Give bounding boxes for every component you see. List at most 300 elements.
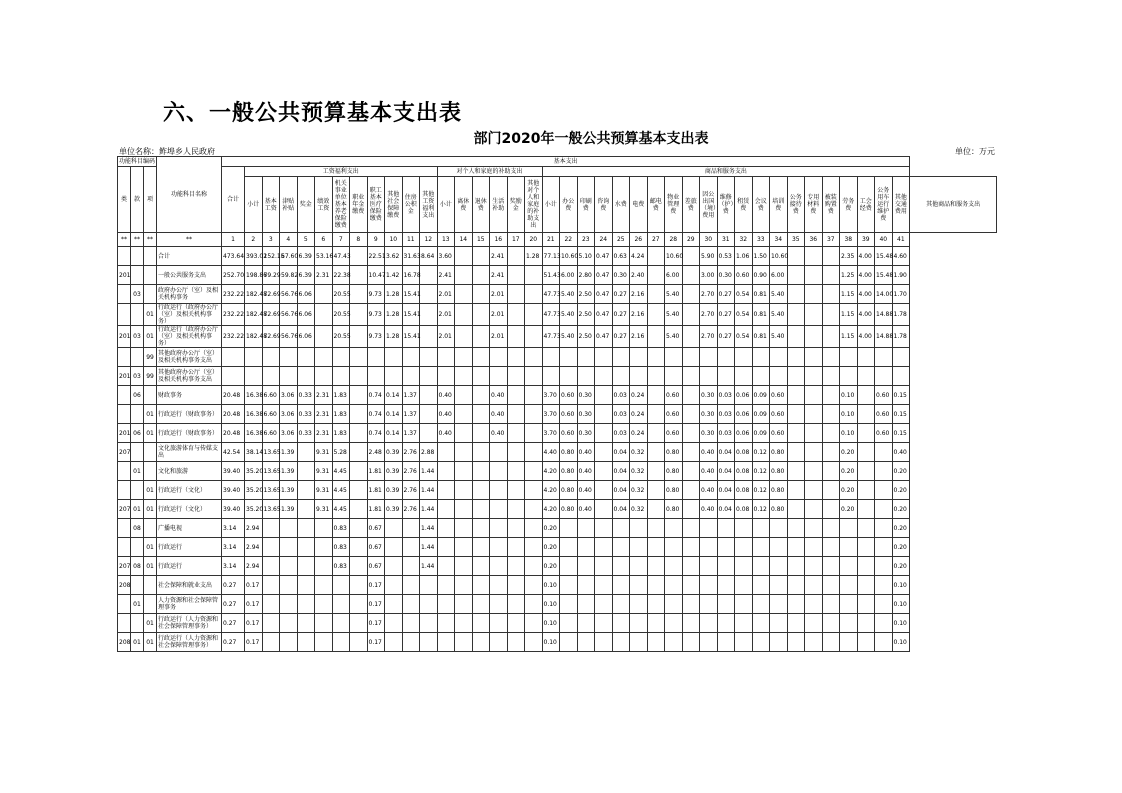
value-cell: 2.01: [437, 304, 455, 326]
value-cell: 0.30: [577, 424, 595, 443]
value-cell: [700, 348, 718, 367]
value-cell: [700, 633, 718, 652]
value-cell: [875, 443, 893, 462]
value-cell: 0.06: [735, 405, 753, 424]
value-cell: [420, 424, 438, 443]
value-cell: 4.00: [857, 266, 875, 285]
value-cell: 1.90: [892, 266, 910, 285]
value-cell: [822, 481, 840, 500]
value-cell: 1.78: [892, 304, 910, 326]
value-cell: [595, 405, 613, 424]
value-cell: [822, 519, 840, 538]
value-cell: [525, 500, 543, 519]
value-cell: 3.14: [222, 557, 245, 576]
value-cell: 0.20: [892, 481, 910, 500]
value-cell: [857, 405, 875, 424]
value-cell: 22.51: [367, 247, 385, 266]
value-cell: [455, 386, 473, 405]
xiang-cell: [144, 443, 157, 462]
value-cell: 5.28: [332, 443, 350, 462]
value-cell: [472, 405, 490, 424]
value-cell: 2.70: [700, 326, 718, 348]
value-cell: [490, 348, 508, 367]
value-cell: 1.42: [385, 266, 403, 285]
value-cell: 0.60: [770, 405, 788, 424]
column-header: 被装购置费: [822, 177, 840, 233]
table-row: [118, 424, 997, 443]
value-cell: [490, 500, 508, 519]
value-cell: 13.65: [262, 443, 280, 462]
value-cell: [857, 557, 875, 576]
value-cell: 1.83: [332, 386, 350, 405]
value-cell: 47.73: [542, 285, 560, 304]
value-cell: [507, 500, 525, 519]
value-cell: [595, 462, 613, 481]
value-cell: [595, 614, 613, 633]
value-cell: [350, 595, 368, 614]
kuan-cell: [131, 348, 144, 367]
value-cell: [490, 557, 508, 576]
value-cell: 0.10: [892, 595, 910, 614]
value-cell: 2.01: [490, 285, 508, 304]
value-cell: 2.31: [315, 424, 333, 443]
value-cell: [787, 462, 805, 481]
value-cell: [647, 247, 665, 266]
value-cell: 0.04: [612, 481, 630, 500]
value-cell: 1.06: [735, 247, 753, 266]
value-cell: [665, 595, 683, 614]
value-cell: [507, 326, 525, 348]
value-cell: 0.67: [367, 519, 385, 538]
value-cell: 10.60: [560, 247, 578, 266]
value-cell: [752, 367, 770, 386]
value-cell: 0.60: [875, 386, 893, 405]
value-cell: [525, 285, 543, 304]
value-cell: [805, 424, 823, 443]
value-cell: [472, 633, 490, 652]
value-cell: 252.70: [222, 266, 245, 285]
value-cell: 0.32: [630, 462, 648, 481]
value-cell: [805, 633, 823, 652]
value-cell: [822, 348, 840, 367]
value-cell: 0.90: [752, 266, 770, 285]
value-cell: [682, 614, 700, 633]
value-cell: 0.12: [752, 481, 770, 500]
value-cell: [805, 614, 823, 633]
value-cell: [682, 557, 700, 576]
value-cell: [507, 386, 525, 405]
value-cell: 0.33: [297, 424, 315, 443]
value-cell: 0.10: [892, 614, 910, 633]
column-number: 10: [385, 233, 403, 247]
value-cell: [787, 538, 805, 557]
value-cell: [385, 633, 403, 652]
value-cell: [332, 576, 350, 595]
value-cell: [647, 614, 665, 633]
subject-name-cell: 行政运行（文化）: [157, 500, 222, 519]
value-cell: 0.20: [840, 481, 858, 500]
value-cell: 14.88: [875, 326, 893, 348]
column-header: 绩效工资: [315, 177, 333, 233]
value-cell: [437, 348, 455, 367]
value-cell: [437, 614, 455, 633]
kuan-cell: [131, 405, 144, 424]
value-cell: 5.40: [770, 326, 788, 348]
value-cell: [595, 595, 613, 614]
value-cell: 79.29: [262, 266, 280, 285]
value-cell: [822, 595, 840, 614]
value-cell: 22.38: [332, 266, 350, 285]
value-cell: 6.06: [297, 326, 315, 348]
value-cell: 15.41: [402, 285, 420, 304]
value-cell: [875, 519, 893, 538]
value-cell: [682, 424, 700, 443]
value-cell: [350, 405, 368, 424]
value-cell: 473.64: [222, 247, 245, 266]
value-cell: 0.63: [612, 247, 630, 266]
value-cell: [787, 576, 805, 595]
column-number: 28: [665, 233, 683, 247]
value-cell: 56.76: [280, 285, 298, 304]
value-cell: [560, 614, 578, 633]
value-cell: [577, 576, 595, 595]
value-cell: 0.04: [717, 481, 735, 500]
value-cell: 0.60: [770, 386, 788, 405]
value-cell: [472, 304, 490, 326]
value-cell: [350, 304, 368, 326]
value-cell: [630, 367, 648, 386]
value-cell: 0.20: [892, 500, 910, 519]
value-cell: [245, 348, 263, 367]
column-number: 36: [805, 233, 823, 247]
value-cell: [735, 576, 753, 595]
value-cell: [455, 595, 473, 614]
value-cell: 0.80: [560, 443, 578, 462]
value-cell: 0.03: [717, 405, 735, 424]
value-cell: [385, 367, 403, 386]
value-cell: 5.40: [560, 285, 578, 304]
value-cell: 0.54: [735, 285, 753, 304]
column-number: 41: [892, 233, 910, 247]
value-cell: [682, 405, 700, 424]
value-cell: [647, 304, 665, 326]
value-cell: [402, 367, 420, 386]
subject-name-cell: 文化旅游体育与传媒支出: [157, 443, 222, 462]
value-cell: [350, 557, 368, 576]
value-cell: 16.78: [402, 266, 420, 285]
column-number: 31: [717, 233, 735, 247]
value-cell: 13.65: [262, 481, 280, 500]
value-cell: [507, 614, 525, 633]
value-cell: [665, 614, 683, 633]
xiang-cell: [144, 576, 157, 595]
value-cell: [525, 424, 543, 443]
value-cell: 4.20: [542, 462, 560, 481]
value-cell: [560, 576, 578, 595]
value-cell: [262, 576, 280, 595]
xiang-cell: 99: [144, 367, 157, 386]
column-number: 14: [455, 233, 473, 247]
xiang-cell: 01: [144, 326, 157, 348]
value-cell: [857, 348, 875, 367]
value-cell: [735, 538, 753, 557]
value-cell: 0.47: [595, 247, 613, 266]
value-cell: 3.06: [280, 405, 298, 424]
value-cell: 53.16: [315, 247, 333, 266]
value-cell: [507, 557, 525, 576]
value-cell: 0.20: [892, 538, 910, 557]
xiang-cell: [144, 266, 157, 285]
column-number: 13: [437, 233, 455, 247]
value-cell: [857, 633, 875, 652]
value-cell: [315, 367, 333, 386]
value-cell: [507, 424, 525, 443]
value-cell: [752, 595, 770, 614]
subject-name-cell: 一般公共服务支出: [157, 266, 222, 285]
value-cell: 16.38: [245, 386, 263, 405]
value-cell: [455, 614, 473, 633]
value-cell: 0.24: [630, 386, 648, 405]
lei-cell: [118, 247, 131, 266]
value-cell: [507, 285, 525, 304]
value-cell: [507, 304, 525, 326]
value-cell: 0.60: [560, 424, 578, 443]
value-cell: [402, 595, 420, 614]
value-cell: [455, 285, 473, 304]
value-cell: [525, 519, 543, 538]
value-cell: [787, 633, 805, 652]
column-number: 1: [222, 233, 245, 247]
value-cell: [455, 481, 473, 500]
value-cell: [542, 348, 560, 367]
value-cell: [770, 538, 788, 557]
value-cell: 0.17: [367, 576, 385, 595]
value-cell: [770, 348, 788, 367]
column-number: 4: [280, 233, 298, 247]
value-cell: [595, 348, 613, 367]
value-cell: [595, 519, 613, 538]
value-cell: 1.28: [385, 326, 403, 348]
value-cell: 59.82: [280, 266, 298, 285]
value-cell: [472, 481, 490, 500]
value-cell: 4.45: [332, 481, 350, 500]
value-cell: 0.40: [700, 462, 718, 481]
value-cell: 20.48: [222, 424, 245, 443]
lei-cell: 201: [118, 266, 131, 285]
value-cell: [647, 348, 665, 367]
value-cell: [420, 285, 438, 304]
value-cell: 4.00: [857, 326, 875, 348]
value-cell: 0.20: [840, 443, 858, 462]
value-cell: 0.17: [367, 633, 385, 652]
value-cell: 393.02: [245, 247, 263, 266]
value-cell: [472, 462, 490, 481]
value-cell: [700, 538, 718, 557]
subject-name-header: 功能科目名称: [157, 157, 222, 233]
expenditure-table: [117, 156, 997, 652]
value-cell: 0.40: [437, 405, 455, 424]
column-header: 小计: [437, 177, 455, 233]
value-cell: 232.22: [222, 285, 245, 304]
value-cell: 35.20: [245, 462, 263, 481]
value-cell: [700, 576, 718, 595]
value-cell: [682, 443, 700, 462]
value-cell: 0.27: [717, 304, 735, 326]
value-cell: 2.31: [315, 405, 333, 424]
column-number: 24: [595, 233, 613, 247]
value-cell: 77.13: [542, 247, 560, 266]
value-cell: [577, 595, 595, 614]
column-header: 工会经费: [857, 177, 875, 233]
value-cell: [875, 557, 893, 576]
value-cell: [280, 538, 298, 557]
value-cell: 1.28: [525, 247, 543, 266]
column-number: 12: [420, 233, 438, 247]
value-cell: 56.76: [280, 326, 298, 348]
column-number: 17: [507, 233, 525, 247]
value-cell: 2.76: [402, 500, 420, 519]
kuan-cell: 06: [131, 386, 144, 405]
value-cell: [455, 538, 473, 557]
value-cell: [857, 538, 875, 557]
value-cell: [682, 386, 700, 405]
value-cell: [402, 538, 420, 557]
value-cell: 2.41: [490, 247, 508, 266]
value-cell: [315, 633, 333, 652]
table-row: [118, 405, 997, 424]
value-cell: [647, 462, 665, 481]
value-cell: [840, 519, 858, 538]
value-cell: 0.80: [560, 481, 578, 500]
value-cell: 20.48: [222, 405, 245, 424]
value-cell: [350, 633, 368, 652]
value-cell: [630, 595, 648, 614]
value-cell: [280, 633, 298, 652]
subject-name-cell: 广播电视: [157, 519, 222, 538]
subject-name-cell: 行政运行（文化）: [157, 481, 222, 500]
value-cell: [280, 557, 298, 576]
column-header: 机关事业单位基本养老保险缴费: [332, 177, 350, 233]
value-cell: [647, 557, 665, 576]
value-cell: [507, 595, 525, 614]
total-header: 合计: [222, 167, 245, 233]
value-cell: 4.45: [332, 500, 350, 519]
value-cell: [525, 348, 543, 367]
value-cell: [682, 538, 700, 557]
value-cell: 0.80: [560, 500, 578, 519]
value-cell: [630, 348, 648, 367]
value-cell: 5.40: [665, 304, 683, 326]
value-cell: [682, 481, 700, 500]
value-cell: [542, 367, 560, 386]
value-cell: [455, 576, 473, 595]
value-cell: [402, 519, 420, 538]
value-cell: [560, 557, 578, 576]
value-cell: [595, 386, 613, 405]
kuan-cell: 03: [131, 285, 144, 304]
value-cell: 0.81: [752, 285, 770, 304]
value-cell: 0.30: [612, 266, 630, 285]
value-cell: [682, 285, 700, 304]
value-cell: 0.39: [385, 443, 403, 462]
value-cell: [455, 304, 473, 326]
value-cell: [525, 633, 543, 652]
value-cell: [595, 367, 613, 386]
column-header: 小计: [245, 177, 263, 233]
value-cell: [752, 538, 770, 557]
subject-name-cell: 人力资源和社会保障管理事务: [157, 595, 222, 614]
value-cell: [437, 557, 455, 576]
value-cell: 0.27: [222, 614, 245, 633]
value-cell: 6.60: [262, 386, 280, 405]
value-cell: 1.28: [385, 304, 403, 326]
value-cell: [525, 386, 543, 405]
value-cell: 0.54: [735, 326, 753, 348]
value-cell: [507, 519, 525, 538]
value-cell: [682, 266, 700, 285]
table-row: [118, 443, 997, 462]
value-cell: [507, 462, 525, 481]
value-cell: [857, 443, 875, 462]
xiang-header: 项: [144, 167, 157, 233]
value-cell: [280, 367, 298, 386]
value-cell: 0.03: [612, 386, 630, 405]
value-cell: 0.10: [892, 576, 910, 595]
value-cell: 6.39: [297, 266, 315, 285]
value-cell: 1.81: [367, 462, 385, 481]
column-header: 差旅费: [682, 177, 700, 233]
value-cell: [280, 595, 298, 614]
value-cell: 0.32: [630, 443, 648, 462]
value-cell: [507, 266, 525, 285]
value-cell: 0.67: [367, 557, 385, 576]
value-cell: [805, 519, 823, 538]
value-cell: [787, 386, 805, 405]
value-cell: [595, 500, 613, 519]
value-cell: [630, 519, 648, 538]
xiang-cell: 99: [144, 348, 157, 367]
value-cell: [332, 367, 350, 386]
value-cell: [385, 348, 403, 367]
value-cell: 10.47: [367, 266, 385, 285]
value-cell: 14.00: [875, 285, 893, 304]
column-header: 邮电费: [647, 177, 665, 233]
column-header: 其他商品和服务支出: [910, 177, 997, 233]
value-cell: 0.67: [367, 538, 385, 557]
value-cell: 0.54: [735, 304, 753, 326]
value-cell: [875, 538, 893, 557]
value-cell: [472, 614, 490, 633]
kuan-cell: [131, 443, 144, 462]
column-number: 22: [560, 233, 578, 247]
value-cell: [560, 633, 578, 652]
kuan-cell: 03: [131, 326, 144, 348]
value-cell: 2.01: [490, 304, 508, 326]
value-cell: [472, 326, 490, 348]
column-number: 33: [752, 233, 770, 247]
value-cell: 0.40: [437, 424, 455, 443]
value-cell: 13.65: [262, 462, 280, 481]
unit-label: 单位名称：: [119, 147, 159, 156]
value-cell: [455, 424, 473, 443]
value-cell: 0.24: [630, 424, 648, 443]
value-cell: 0.10: [542, 633, 560, 652]
value-cell: 0.10: [542, 595, 560, 614]
value-cell: 0.04: [717, 443, 735, 462]
value-cell: 15.41: [402, 326, 420, 348]
value-cell: 0.08: [735, 481, 753, 500]
value-cell: [350, 462, 368, 481]
